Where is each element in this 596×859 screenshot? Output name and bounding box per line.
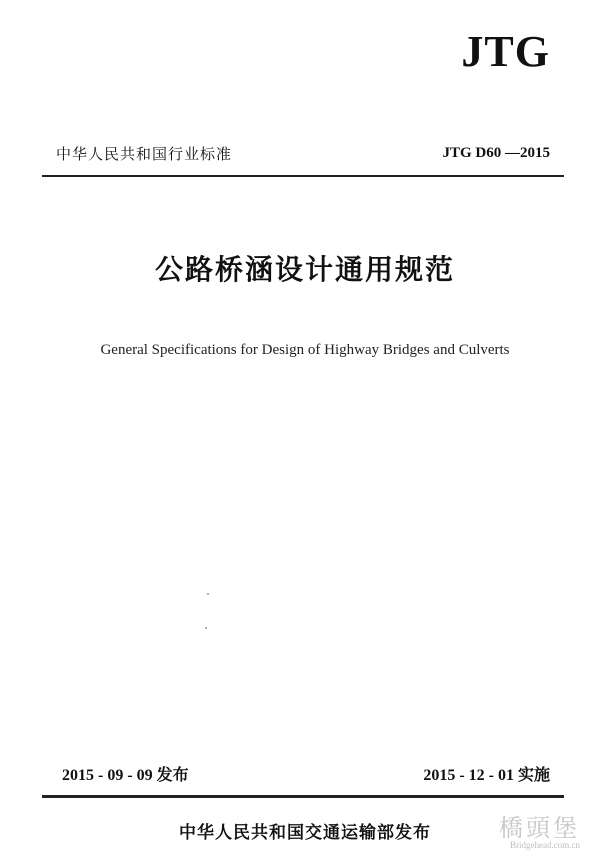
header-row [56, 143, 550, 167]
scan-speck [207, 593, 209, 595]
scan-speck [205, 627, 207, 629]
standard-category: 中华人民共和国行业标准 [56, 145, 233, 163]
title-english: General Specifications for Design of Highway Bridges and Culverts [100, 342, 510, 358]
title-chinese: 公路桥涵设计通用规范 [154, 253, 455, 286]
bottom-rule [42, 795, 564, 798]
implementation-date: 2015 - 12 - 01 实施 [423, 767, 550, 784]
standard-code: JTG D60 —2015 [442, 145, 550, 161]
issue-date: 2015 - 09 - 09 发布 [62, 767, 189, 784]
brand-mark: JTG [461, 27, 550, 76]
watermark-glyphs: 橋頭堡 [499, 814, 580, 842]
top-rule [42, 175, 564, 177]
publisher: 中华人民共和国交通运输部发布 [179, 823, 431, 843]
dates-row [62, 762, 550, 784]
watermark [474, 808, 584, 856]
watermark-site: Bridgehead.com.cn [510, 840, 580, 850]
